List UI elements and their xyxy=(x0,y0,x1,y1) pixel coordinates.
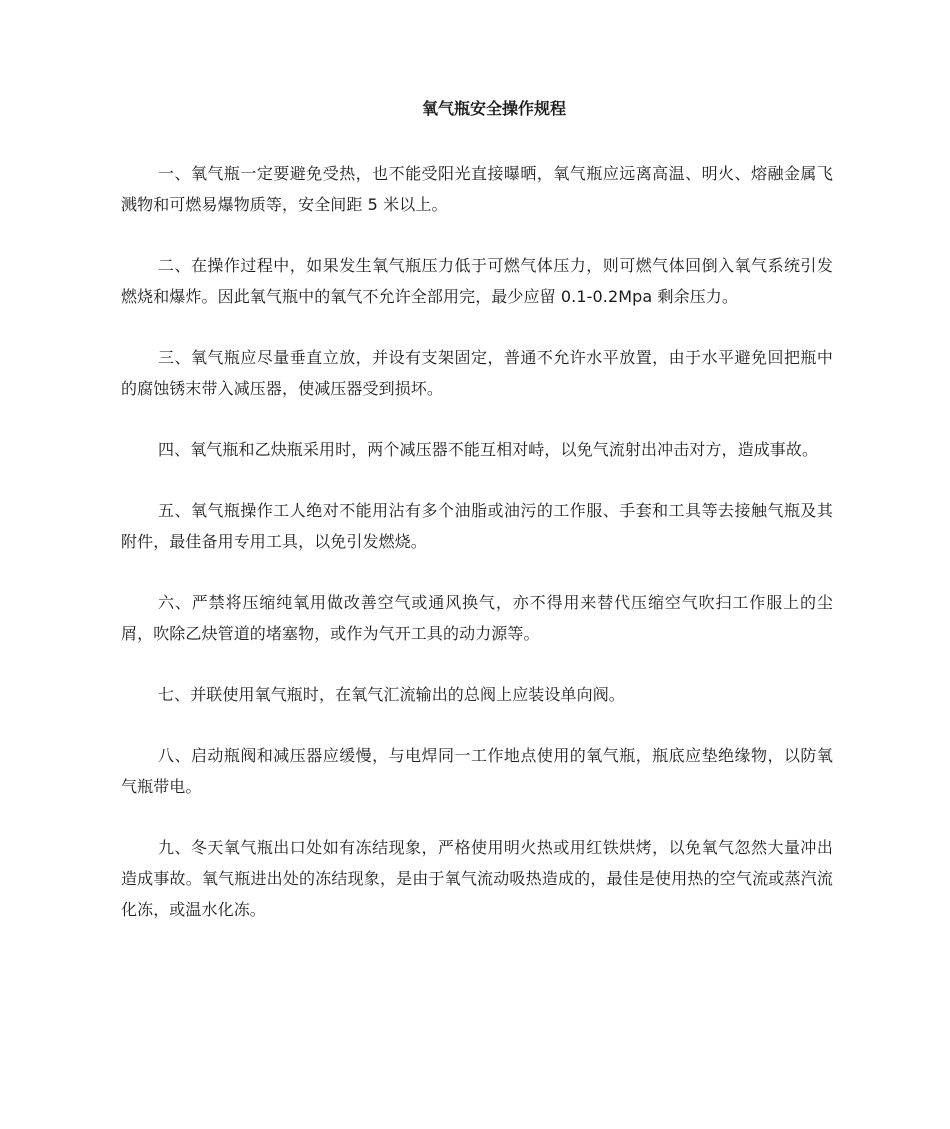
paragraph-1: 一、氧气瓶一定要避免受热，也不能受阳光直接曝晒，氧气瓶应远离高温、明火、熔融金属飞溅物和可燃易爆物质等，安全间距 5 米以上。 xyxy=(121,164,833,214)
paragraph-9: 九、冬天氧气瓶出口处如有冻结现象，严格使用明火热或用红铁烘烤，以免氧气忽然大量冲出造成事故。氧气瓶进出处的冻结现象，是由于氧气流动吸热造成的，最佳是使用热的空气流或蒸汽流化冻，或温水化冻。 xyxy=(121,838,833,919)
paragraph-4: 四、氧气瓶和乙炔瓶采用时，两个减压器不能互相对峙，以免气流射出冲击对方，造成事故。 xyxy=(158,440,819,459)
paragraph-2: 二、在操作过程中，如果发生氧气瓶压力低于可燃气体压力，则可燃气体回倒入氧气系统引发燃烧和爆炸。因此氧气瓶中的氧气不允许全部用完，最少应留 0.1-0.2Mpa 剩余压力。 xyxy=(121,256,833,306)
paragraph-6: 六、严禁将压缩纯氧用做改善空气或通风换气，亦不得用来替代压缩空气吹扫工作服上的尘屑，吹除乙炔管道的堵塞物，或作为气开工具的动力源等。 xyxy=(121,593,833,643)
paragraph-7: 七、并联使用氧气瓶时，在氧气汇流输出的总阀上应装设单向阀。 xyxy=(158,685,625,704)
document-title: 氧气瓶安全操作规程 xyxy=(421,99,566,118)
paragraph-3: 三、氧气瓶应尽量垂直立放，并设有支架固定，普通不允许水平放置，由于水平避免回把瓶中的腐蚀锈末带入减压器，使减压器受到损坏。 xyxy=(121,348,833,398)
document-body xyxy=(121,158,833,955)
paragraph-5: 五、氧气瓶操作工人绝对不能用沾有多个油脂或油污的工作服、手套和工具等去接触气瓶及其附件，最佳备用专用工具，以免引发燃烧。 xyxy=(121,501,833,551)
paragraph-8: 八、启动瓶阀和减压器应缓慢，与电焊同一工作地点使用的氧气瓶，瓶底应垫绝缘物，以防氧气瓶带电。 xyxy=(121,746,833,796)
